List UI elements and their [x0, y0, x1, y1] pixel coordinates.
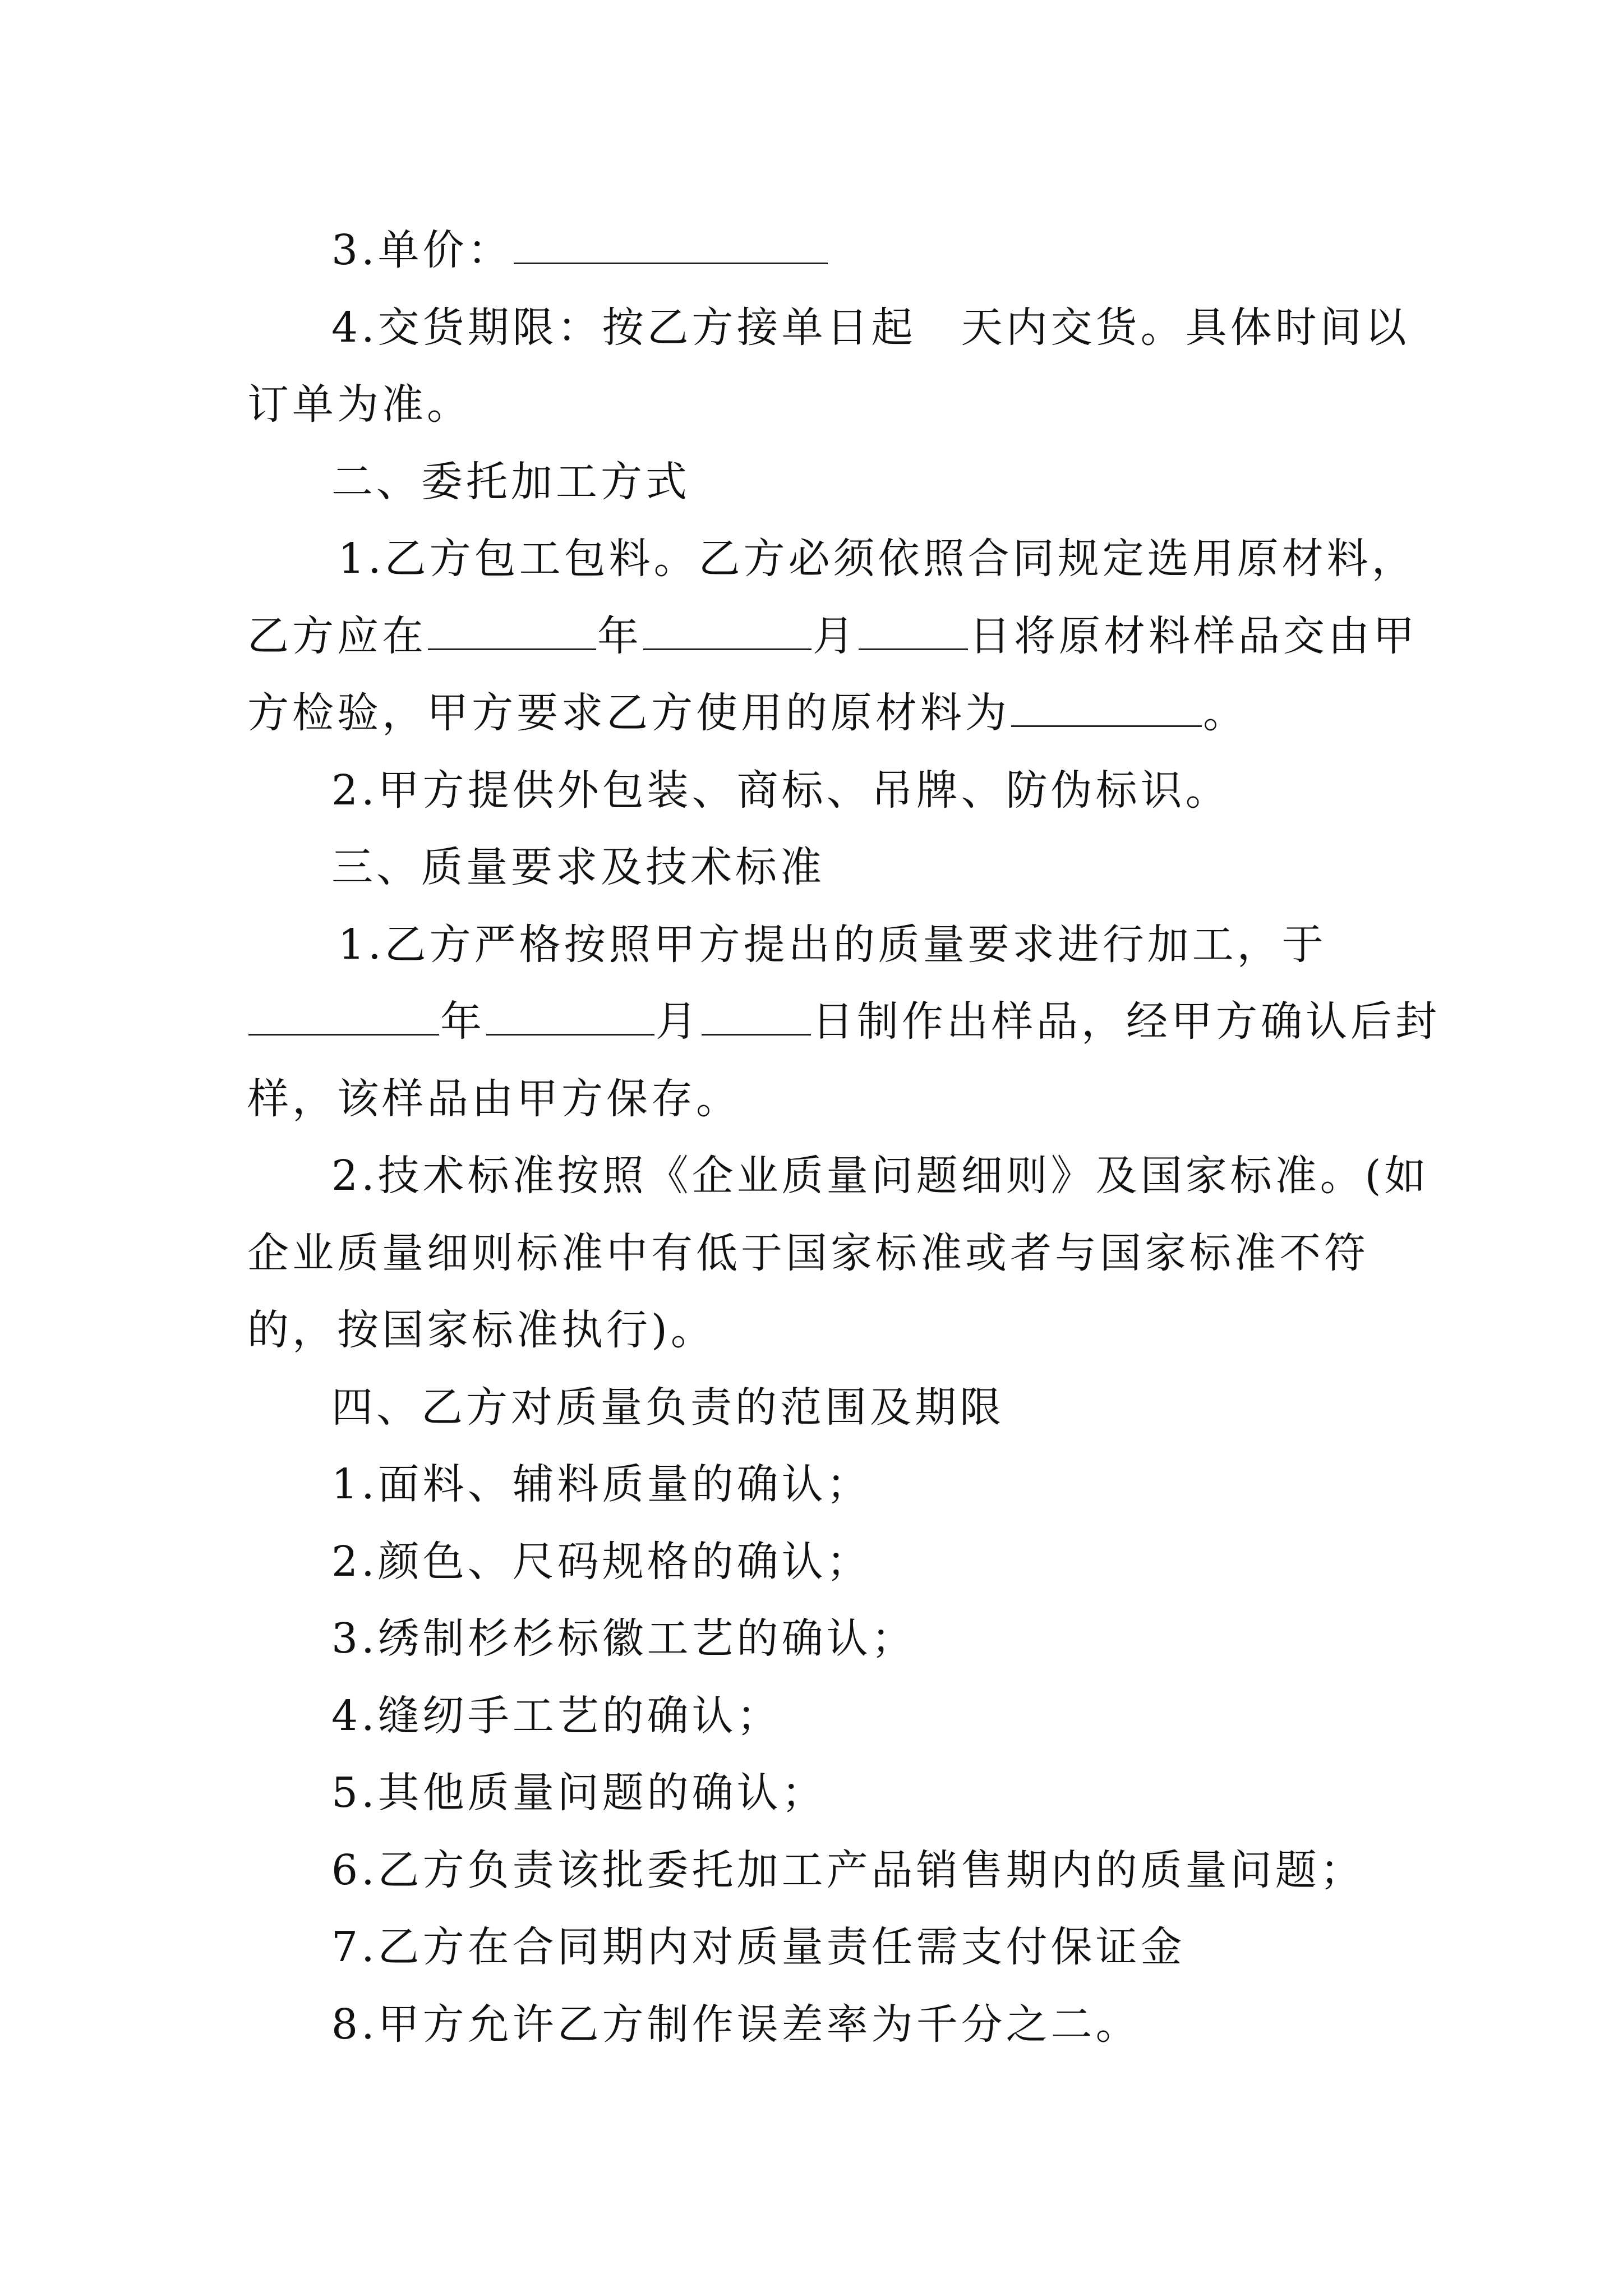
section-heading-4 — [247, 1369, 1391, 1447]
clause-technical-standard — [247, 1138, 1430, 1215]
clause-text: 日制作出样品，经甲方确认后封 — [812, 997, 1440, 1046]
section-title: 四、乙方对质量负责的范围及期限 — [331, 1383, 1004, 1432]
list-item — [247, 1755, 1391, 1832]
list-item-text: 7.乙方在合同期内对质量责任需支付保证金 — [331, 1923, 1186, 1971]
clause-continuation — [247, 598, 1418, 675]
clause-text: 样，该样品由甲方保存。 — [247, 1074, 741, 1123]
clause-delivery-deadline — [247, 289, 1410, 367]
list-item — [247, 1832, 1391, 1910]
year-blank — [428, 613, 596, 650]
clause-text: 月 — [656, 997, 700, 1046]
clause-packaging — [247, 752, 1391, 830]
clause-text: 3.单价： — [331, 226, 513, 274]
clause-continuation — [247, 675, 1391, 752]
clause-text: 年 — [597, 611, 642, 660]
day-blank — [702, 998, 811, 1036]
section-title: 三、质量要求及技术标准 — [331, 843, 825, 891]
clause-continuation — [247, 1061, 1391, 1138]
month-blank — [643, 613, 811, 650]
list-item-text: 1.面料、辅料质量的确认； — [331, 1460, 872, 1508]
clause-text: 企业质量细则标准中有低于国家标准或者与国家标准不符 — [247, 1228, 1369, 1277]
clause-continuation — [247, 983, 1440, 1061]
section-title: 二、委托加工方式 — [331, 457, 690, 506]
list-item-text: 2.颜色、尺码规格的确认； — [331, 1537, 872, 1586]
clause-text: 1.乙方严格按照甲方提出的质量要求进行加工，于 — [338, 920, 1327, 969]
clause-text: 2.甲方提供外包装、商标、吊牌、防伪标识。 — [331, 766, 1230, 815]
clause-text: 月 — [813, 611, 857, 660]
clause-unit-price — [247, 212, 1391, 289]
month-blank — [486, 998, 654, 1036]
clause-text: 。 — [1203, 689, 1248, 737]
clause-continuation — [247, 1292, 1391, 1369]
section-heading-3 — [247, 829, 1391, 907]
clause-text: 订单为准。 — [247, 380, 472, 429]
clause-text: 的，按国家标准执行)。 — [247, 1306, 716, 1354]
clause-text: 年 — [440, 997, 485, 1046]
year-blank — [248, 998, 439, 1036]
list-item — [247, 1600, 1391, 1678]
list-item-text: 5.其他质量问题的确认； — [331, 1769, 827, 1817]
list-item — [247, 1909, 1391, 1986]
day-blank — [859, 613, 968, 650]
clause-text: 日将原材料样品交由甲 — [969, 611, 1418, 660]
clause-text: 方检验，甲方要求乙方使用的原材料为 — [247, 689, 1010, 737]
list-item — [247, 1986, 1391, 2064]
section-heading-2 — [247, 444, 1391, 521]
clause-text: 乙方应在 — [247, 611, 427, 660]
list-item-text: 8.甲方允许乙方制作误差率为千分之二。 — [331, 2000, 1141, 2049]
list-item — [247, 1678, 1391, 1755]
clause-quality-sample — [247, 907, 1391, 984]
list-item — [247, 1446, 1391, 1524]
list-item-text: 3.绣制杉杉标徽工艺的确认； — [331, 1614, 916, 1663]
material-blank — [1011, 689, 1202, 727]
clause-continuation — [247, 366, 1391, 444]
clause-text: 1.乙方包工包料。乙方必须依照合同规定选用原材料， — [338, 535, 1417, 583]
list-item-text: 4.缝纫手工艺的确认； — [331, 1691, 782, 1740]
clause-text: 2.技术标准按照《企业质量问题细则》及国家标准。(如 — [331, 1152, 1430, 1200]
document-body — [247, 212, 1440, 2063]
unit-price-blank — [514, 227, 828, 264]
list-item-text: 6.乙方负责该批委托加工产品销售期内的质量问题； — [331, 1846, 1365, 1894]
clause-continuation — [247, 1215, 1391, 1292]
clause-text: 4.交货期限：按乙方接单日起 天内交货。具体时间以 — [331, 303, 1410, 352]
clause-materials — [247, 521, 1417, 598]
list-item — [247, 1524, 1391, 1601]
